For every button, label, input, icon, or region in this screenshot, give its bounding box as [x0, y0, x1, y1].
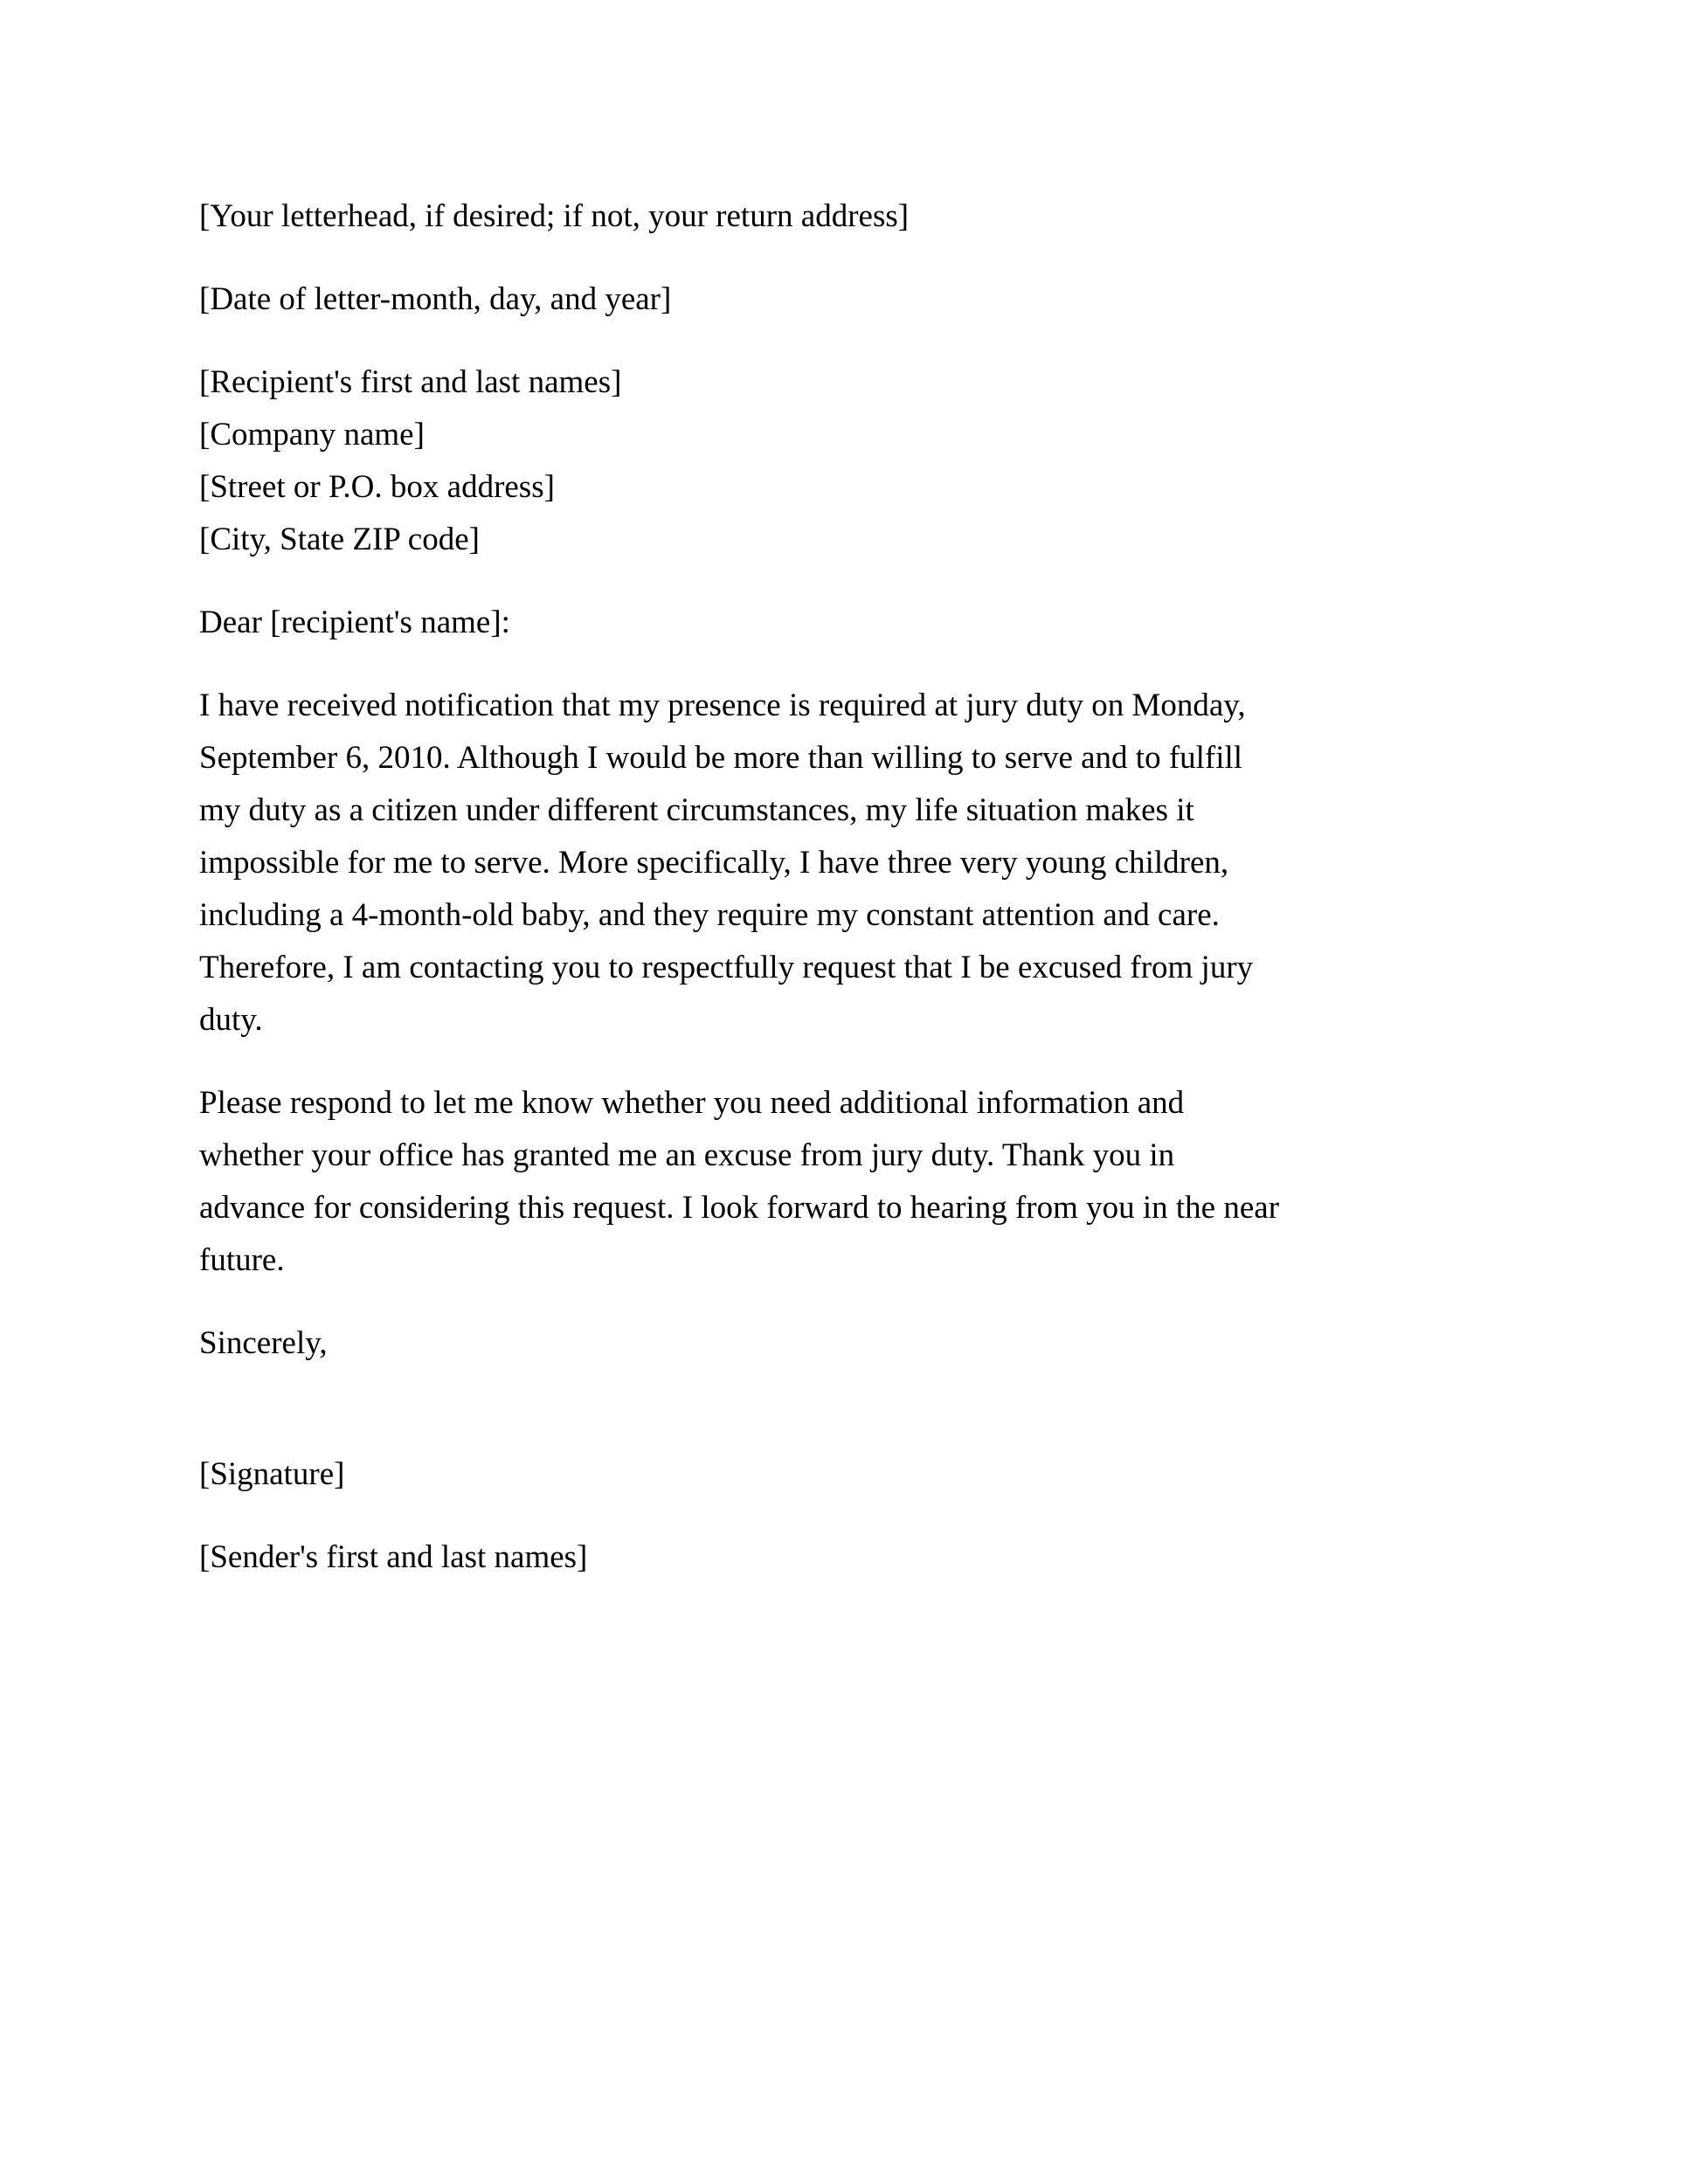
paragraph-1-line-6: Therefore, I am contacting you to respectfully request that I be excused from jury: [199, 950, 1254, 985]
recipient-address-block: [199, 356, 1492, 566]
recipient-company-placeholder: [Company name]: [199, 417, 425, 453]
body-paragraph-1: [199, 680, 1492, 1047]
sender-name-placeholder: [Sender's first and last names]: [199, 1539, 588, 1575]
salutation-line: Dear [recipient's name]:: [199, 605, 510, 640]
recipient-street-placeholder: [Street or P.O. box address]: [199, 469, 555, 505]
paragraph-1-line-4: impossible for me to serve. More specifically, I have three very young children,: [199, 845, 1229, 881]
closing-line: Sincerely,: [199, 1325, 328, 1361]
closing-block: [199, 1317, 1492, 1370]
paragraph-2-line-4: future.: [199, 1242, 285, 1278]
signature-placeholder: [Signature]: [199, 1456, 345, 1492]
date-placeholder: [Date of letter-month, day, and year]: [199, 281, 672, 317]
paragraph-1-line-3: my duty as a citizen under different circumstances, my life situation makes it: [199, 792, 1194, 828]
paragraph-2-line-1: Please respond to let me know whether you need additional information and: [199, 1085, 1185, 1121]
paragraph-2-line-2: whether your office has granted me an excuse from jury duty. Thank you in: [199, 1137, 1175, 1173]
date-block: [199, 273, 1492, 326]
signature-block: [199, 1448, 1492, 1501]
recipient-name-placeholder: [Recipient's first and last names]: [199, 364, 622, 400]
letter-content: [199, 190, 1492, 1614]
body-paragraph-2: [199, 1077, 1492, 1287]
paragraph-1-line-2: September 6, 2010. Although I would be more than willing to serve and to fulfill: [199, 740, 1243, 776]
salutation-block: [199, 597, 1492, 649]
paragraph-1-line-5: including a 4-month-old baby, and they require my constant attention and care.: [199, 897, 1220, 933]
sender-name-block: [199, 1531, 1492, 1584]
paragraph-1-line-1: I have received notification that my presence is required at jury duty on Monday,: [199, 688, 1246, 723]
paragraph-1-line-7: duty.: [199, 1002, 263, 1038]
letterhead-placeholder: [Your letterhead, if desired; if not, your return address]: [199, 198, 910, 234]
letterhead-block: [199, 190, 1492, 243]
recipient-city-state-zip-placeholder: [City, State ZIP code]: [199, 522, 480, 557]
paragraph-2-line-3: advance for considering this request. I look forward to hearing from you in the near: [199, 1190, 1280, 1226]
